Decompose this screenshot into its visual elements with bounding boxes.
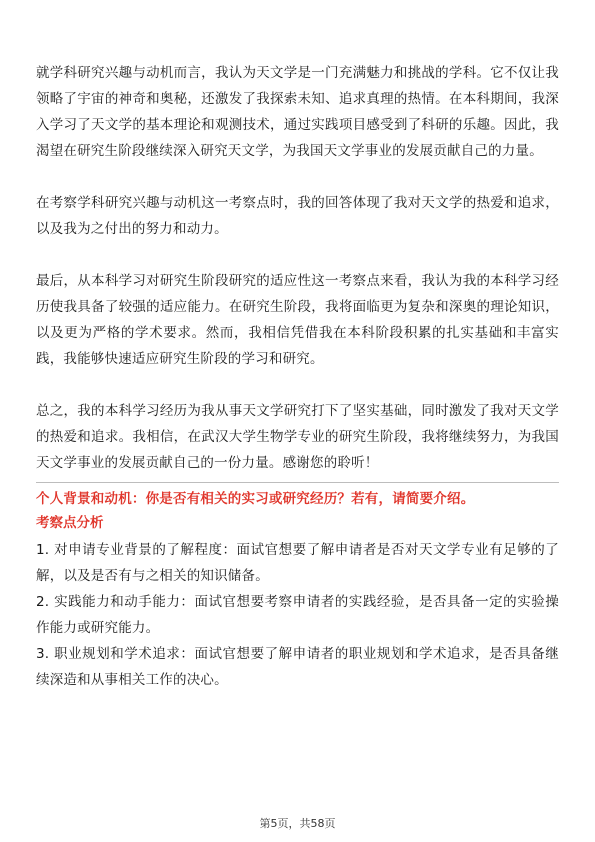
document-page: [36, 60, 559, 693]
analysis-point-2: 2. 实践能力和动手能力：面试官想要考察申请者的实践经验，是否具备一定的实验操作能力或研究能力。: [36, 594, 559, 636]
analysis-point-1: 1. 对申请专业背景的了解程度：面试官想要了解申请者是否对天文学专业有足够的了解，以及是否有与之相关的知识储备。: [36, 542, 559, 584]
paragraph-gap: [36, 242, 559, 268]
section-divider: [36, 482, 559, 483]
analysis-point-3: 3. 职业规划和学术追求：面试官想要了解申请者的职业规划和学术追求，是否具备继续深造和从事相关工作的决心。: [36, 646, 559, 688]
page-number: 第5页，共58页: [259, 817, 336, 830]
paragraph-research-interest: 就学科研究兴趣与动机而言，我认为天文学是一门充满魅力和挑战的学科。它不仅让我领略了宇宙的神奇和奥秘，还激发了我探索未知、追求真理的热情。在本科期间，我深入学习了天文学的基本理论和观测技术，通过实践项目感受到了科研的乐趣。因此，我渴望在研究生阶段继续深入研究天文学，为我国天文学事业的发展贡献自己的力量。: [36, 65, 559, 159]
paragraph-adaptability: 最后，从本科学习对研究生阶段研究的适应性这一考察点来看，我认为我的本科学习经历使我具备了较强的适应能力。在研究生阶段，我将面临更为复杂和深奥的理论知识，以及更为严格的学术要求。然而，我相信凭借我在本科阶段积累的扎实基础和丰富实践，我能够快速适应研究生阶段的学习和研究。: [36, 273, 559, 367]
analysis-title: 考察点分析: [36, 515, 104, 531]
interview-question: 个人背景和动机：你是否有相关的实习或研究经历？若有，请简要介绍。: [36, 491, 475, 507]
paragraph-conclusion: 总之，我的本科学习经历为我从事天文学研究打下了坚实基础，同时激发了我对天文学的热爱和追求。我相信，在武汉大学生物学专业的研究生阶段，我将继续努力，为我国天文学事业的发展贡献自己的一份力量。感谢您的聆听！: [36, 403, 559, 471]
paragraph-evaluation: 在考察学科研究兴趣与动机这一考察点时，我的回答体现了我对天文学的热爱和追求，以及我为之付出的努力和动力。: [36, 195, 559, 237]
paragraph-gap: [36, 372, 559, 398]
paragraph-gap: [36, 164, 559, 190]
